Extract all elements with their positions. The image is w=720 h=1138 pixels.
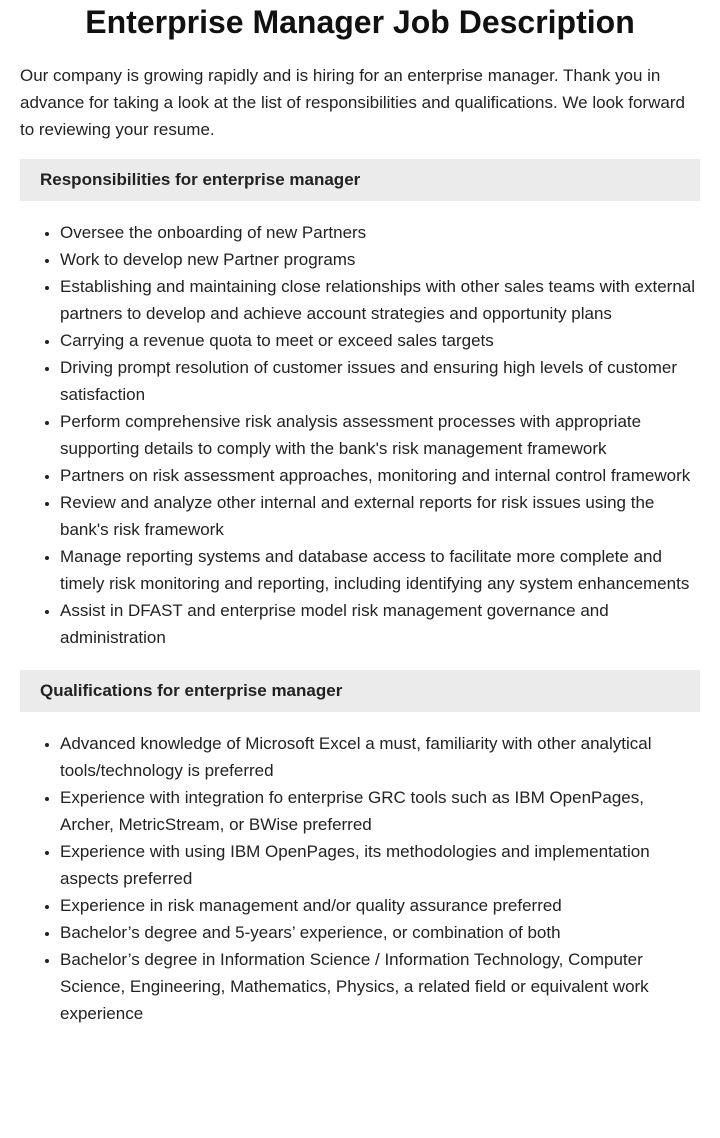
list-item: • Experience in risk management and/or quality assurance preferred bbox=[60, 892, 700, 919]
list-item: • Partners on risk assessment approaches, monitoring and internal control framework bbox=[60, 462, 700, 489]
responsibilities-heading: Responsibilities for enterprise manager bbox=[20, 159, 700, 201]
list-item: • Experience with integration fo enterprise GRC tools such as IBM OpenPages, Archer, MetricStream, or BWise preferred bbox=[60, 784, 700, 838]
list-item: • Carrying a revenue quota to meet or exceed sales targets bbox=[60, 327, 700, 354]
list-item: • Bachelor’s degree in Information Science / Information Technology, Computer Science, Engineering, Mathematics, Physics, a related field or equivalent work experience bbox=[60, 946, 700, 1027]
qualifications-heading: Qualifications for enterprise manager bbox=[20, 670, 700, 712]
page-title: Enterprise Manager Job Description bbox=[85, 4, 635, 40]
list-item: • Work to develop new Partner programs bbox=[60, 246, 700, 273]
list-item: • Establishing and maintaining close relationships with other sales teams with external partners to develop and achieve account strategies and opportunity plans bbox=[60, 273, 700, 327]
qualifications-list bbox=[20, 730, 700, 1027]
list-item: • Review and analyze other internal and external reports for risk issues using the bank's risk framework bbox=[60, 489, 700, 543]
list-item: • Advanced knowledge of Microsoft Excel a must, familiarity with other analytical tools/technology is preferred bbox=[60, 730, 700, 784]
list-item: • Experience with using IBM OpenPages, its methodologies and implementation aspects preferred bbox=[60, 838, 700, 892]
list-item: • Manage reporting systems and database access to facilitate more complete and timely risk monitoring and reporting, including identifying any system enhancements bbox=[60, 543, 700, 597]
list-item: • Perform comprehensive risk analysis assessment processes with appropriate supporting details to comply with the bank's risk management framework bbox=[60, 408, 700, 462]
list-item: • Oversee the onboarding of new Partners bbox=[60, 219, 700, 246]
list-item: • Assist in DFAST and enterprise model risk management governance and administration bbox=[60, 597, 700, 651]
list-item: • Bachelor’s degree and 5-years’ experience, or combination of both bbox=[60, 919, 700, 946]
list-item: • Driving prompt resolution of customer issues and ensuring high levels of customer satisfaction bbox=[60, 354, 700, 408]
responsibilities-list bbox=[20, 219, 700, 651]
intro-paragraph: Our company is growing rapidly and is hiring for an enterprise manager. Thank you in advance for taking a look at the list of responsibilities and qualifications. We look forward to reviewing your resume. bbox=[20, 66, 685, 139]
